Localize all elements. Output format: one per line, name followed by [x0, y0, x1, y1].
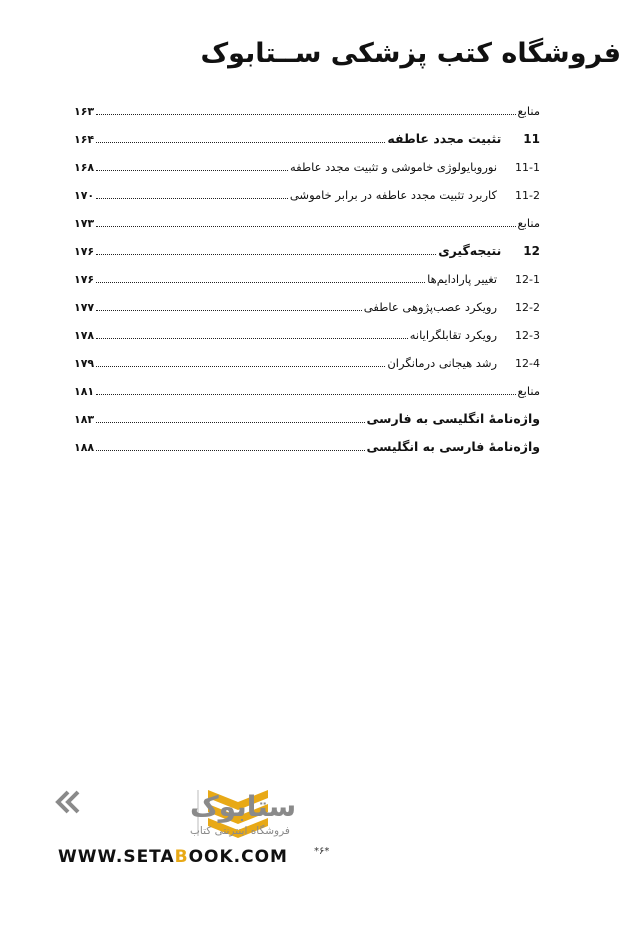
toc-entry-page: ۱۷۳: [74, 217, 95, 230]
toc-entry-title: واژه‌نامۀ فارسی به انگلیسی: [366, 439, 540, 454]
toc-entry: [74, 90, 540, 118]
double-chevron-icon: [58, 792, 78, 812]
toc-entry-page: ۱۸۳: [74, 413, 95, 426]
url-part-2: OOK.COM: [188, 847, 288, 867]
logo-brand-text: ستابوک: [190, 790, 297, 823]
toc-entry: [74, 174, 540, 202]
toc-entry-number: 12-2: [515, 301, 540, 314]
toc-entry-page: ۱۸۱: [74, 385, 95, 398]
toc-entry-number: 12-1: [515, 273, 540, 286]
toc-entry: [74, 342, 540, 370]
toc-dot-leader: [96, 197, 288, 199]
page-number: *۶*: [314, 846, 330, 857]
toc-entry-title: منابع: [517, 104, 540, 118]
toc-entry-title: منابع: [517, 216, 540, 230]
toc-entry-title: رویکرد عصب‌پژوهی عاطفی: [363, 300, 498, 314]
toc-entry: [74, 230, 540, 258]
toc-dot-leader: [96, 169, 288, 171]
toc-entry-title: نتیجه‌گیری: [438, 243, 502, 258]
toc-dot-leader: [96, 365, 385, 367]
toc-entry-title: رویکرد تقابلگرایانه: [409, 328, 498, 342]
toc-entry-page: ۱۷۹: [74, 357, 95, 370]
toc-dot-leader: [96, 393, 515, 395]
toc-entry: [74, 426, 540, 454]
toc-dot-leader: [96, 225, 515, 227]
website-url: [58, 847, 288, 867]
toc-entry: [74, 286, 540, 314]
toc-entry-title: تثبیت مجدد عاطفه: [387, 131, 502, 146]
toc-entry-page: ۱۷۶: [74, 273, 95, 286]
table-of-contents: [74, 90, 540, 454]
toc-entry-page: ۱۸۸: [74, 441, 95, 454]
logo-tagline-text: فروشگاه اینترنتی کتاب: [190, 825, 290, 837]
toc-dot-leader: [96, 113, 515, 115]
page-header-title: فروشگاه کتب پزشکی ســتابوک: [200, 38, 621, 69]
url-highlight-letter: B: [174, 847, 189, 867]
toc-entry-number: 12: [523, 244, 540, 258]
toc-dot-leader: [96, 337, 408, 339]
toc-entry: [74, 258, 540, 286]
toc-entry: [74, 398, 540, 426]
toc-entry-page: ۱۷۸: [74, 329, 95, 342]
toc-entry-page: ۱۶۴: [74, 133, 95, 146]
toc-entry-page: ۱۶۸: [74, 161, 95, 174]
toc-entry-page: ۱۷۷: [74, 301, 95, 314]
toc-entry: [74, 202, 540, 230]
setabook-logo: [50, 782, 297, 842]
toc-entry-number: 11-1: [515, 161, 540, 174]
toc-entry-title: واژه‌نامۀ انگلیسی به فارسی: [366, 411, 540, 426]
toc-entry-number: 12-4: [515, 357, 540, 370]
toc-entry-number: 11: [523, 132, 540, 146]
toc-dot-leader: [96, 449, 364, 451]
toc-entry-title: رشد هیجانی درمانگران: [387, 356, 498, 370]
toc-dot-leader: [96, 281, 425, 283]
toc-entry-title: کاربرد تثبیت مجدد عاطفه در برابر خاموشی: [289, 188, 498, 202]
toc-entry-title: تغییر پارادایم‌ها: [427, 272, 498, 286]
toc-entry-page: ۱۷۰: [74, 189, 95, 202]
toc-entry-page: ۱۶۳: [74, 105, 95, 118]
toc-entry: [74, 370, 540, 398]
toc-entry: [74, 146, 540, 174]
url-part-1: WWW.SETA: [58, 847, 175, 867]
toc-dot-leader: [96, 309, 362, 311]
toc-entry-title: نوروبایولوژی خاموشی و تثبیت مجدد عاطفه: [290, 160, 498, 174]
toc-entry-number: 12-3: [515, 329, 540, 342]
toc-entry-title: منابع: [517, 384, 540, 398]
toc-entry-page: ۱۷۶: [74, 245, 95, 258]
toc-dot-leader: [96, 141, 385, 143]
toc-dot-leader: [96, 421, 364, 423]
toc-entry: [74, 314, 540, 342]
toc-entry-number: 11-2: [515, 189, 540, 202]
toc-dot-leader: [96, 253, 436, 255]
toc-entry: [74, 118, 540, 146]
